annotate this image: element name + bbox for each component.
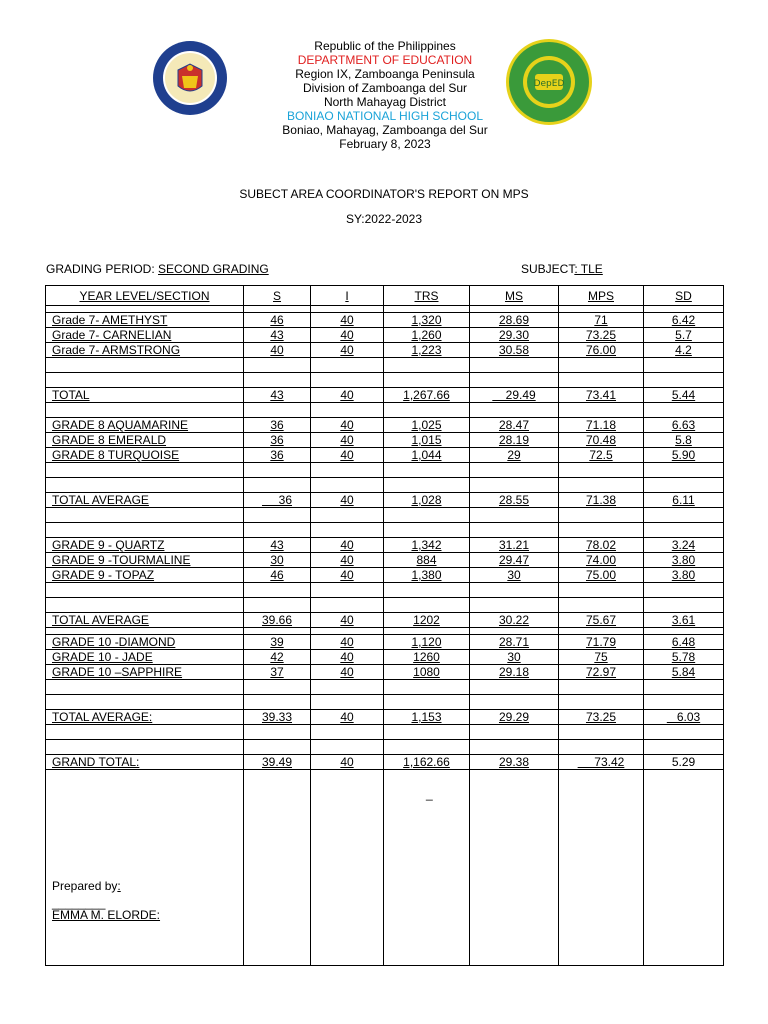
blank-row [46,306,724,313]
cell-i: 40 [311,313,384,328]
blank-row [46,628,724,635]
header-district: North Mahayag District [323,95,447,109]
cell-s: 42 [244,650,311,665]
cell-i: 40 [311,710,384,725]
cell-mps: 76.00 [559,343,644,358]
header-date: February 8, 2023 [339,137,431,151]
cell-sd: 5.90 [644,448,724,463]
cell-section: Grade 7- CARNELIAN [46,328,244,343]
signature-line: ________ [52,896,106,910]
cell-ms: 30 [470,650,559,665]
blank-row [46,583,724,598]
cell-trs: 1202 [384,613,470,628]
cell-trs: 1,267.66 [384,388,470,403]
trs-dash: _ [426,787,433,801]
cell-s: 37 [244,665,311,680]
total-row [46,613,724,628]
cell-i: 40 [311,650,384,665]
cell-i: 40 [311,665,384,680]
cell-mps: 71.38 [559,493,644,508]
blank-row [46,695,724,710]
col-header-trs: TRS [384,286,470,306]
cell-sd: 6.63 [644,418,724,433]
cell-trs: 1,260 [384,328,470,343]
cell-mps: 74.00 [559,553,644,568]
letterhead [200,39,570,151]
cell-trs: 1,380 [384,568,470,583]
cell-s: 36 [244,493,311,508]
header-region: Region IX, Zamboanga Peninsula [295,67,475,81]
cell-s: 36 [244,418,311,433]
cell-section: GRADE 9 - QUARTZ [46,538,244,553]
cell-ms: 29.49 [470,388,559,403]
preparer-name: EMMA M. ELORDE: [52,908,161,922]
table-row [46,448,724,463]
cell-section: TOTAL AVERAGE [46,613,244,628]
cell-trs: 1,342 [384,538,470,553]
table-row [46,568,724,583]
col-header-ms: MS [470,286,559,306]
cell-trs: 1080 [384,665,470,680]
blank-row [46,403,724,418]
blank-row [46,740,724,755]
cell-sd: 3.24 [644,538,724,553]
table-row [46,433,724,448]
blank-row [46,463,724,478]
table-row [46,635,724,650]
blank-row [46,373,724,388]
cell-s: 39 [244,635,311,650]
cell-section: TOTAL AVERAGE [46,493,244,508]
cell-sd: 6.03 [644,710,724,725]
blank-row [46,508,724,523]
cell-i: 40 [311,493,384,508]
cell-s: 39.66 [244,613,311,628]
cell-i: 40 [311,433,384,448]
subject-value: : TLE [574,262,603,276]
table-row [46,328,724,343]
cell-section: GRADE 9 - TOPAZ [46,568,244,583]
total-row [46,388,724,403]
cell-section: GRADE 8 EMERALD [46,433,244,448]
cell-section: GRADE 9 -TOURMALINE [46,553,244,568]
cell-trs: 1,044 [384,448,470,463]
cell-s: 43 [244,328,311,343]
cell-section: GRADE 8 TURQUOISE [46,448,244,463]
cell-s: 39.33 [244,710,311,725]
cell-section: TOTAL [46,388,244,403]
table-row [46,418,724,433]
table-row [46,538,724,553]
cell-trs: 1,320 [384,313,470,328]
cell-section: Grade 7- AMETHYST [46,313,244,328]
cell-sd: 5.8 [644,433,724,448]
cell-ms: 29.30 [470,328,559,343]
cell-i: 40 [311,448,384,463]
cell-i: 40 [311,568,384,583]
cell-ms: 29 [470,448,559,463]
cell-s: 46 [244,313,311,328]
table-row [46,665,724,680]
subject-label: SUBJECT [521,262,575,276]
cell-mps: 71.18 [559,418,644,433]
total-row [46,493,724,508]
cell-trs: 884 [384,553,470,568]
cell-ms: 30.22 [470,613,559,628]
cell-section: GRADE 10 -DIAMOND [46,635,244,650]
cell-mps: 73.41 [559,388,644,403]
cell-s: 40 [244,343,311,358]
cell-trs: 1,120 [384,635,470,650]
cell-trs: 1,162.66 [384,755,470,770]
cell-mps: 71 [559,313,644,328]
table-header-row [46,286,724,306]
cell-trs: 1,015 [384,433,470,448]
cell-ms: 29.29 [470,710,559,725]
grading-period-value: SECOND GRADING [158,262,269,276]
cell-mps: 75.00 [559,568,644,583]
cell-trs: 1260 [384,650,470,665]
col-header-section: YEAR LEVEL/SECTION [46,286,244,306]
blank-row [46,725,724,740]
grading-period [46,262,269,276]
table-row [46,650,724,665]
cell-s: 43 [244,388,311,403]
signature-area-row [46,770,724,966]
cell-sd: 5.84 [644,665,724,680]
cell-i: 40 [311,343,384,358]
cell-sd: 6.42 [644,313,724,328]
cell-section: GRADE 8 AQUAMARINE [46,418,244,433]
cell-section: TOTAL AVERAGE: [46,710,244,725]
blank-row [46,680,724,695]
cell-section: GRADE 10 - JADE [46,650,244,665]
cell-trs: 1,025 [384,418,470,433]
cell-trs: 1,028 [384,493,470,508]
cell-sd: 3.61 [644,613,724,628]
cell-i: 40 [311,388,384,403]
prepared-by-colon: : [117,879,121,893]
cell-i: 40 [311,553,384,568]
table-row [46,343,724,358]
cell-sd: 3.80 [644,553,724,568]
cell-ms: 28.47 [470,418,559,433]
mps-report-table [45,285,724,966]
cell-i: 40 [311,755,384,770]
cell-s: 46 [244,568,311,583]
blank-row [46,598,724,613]
cell-s: 43 [244,538,311,553]
cell-s: 36 [244,448,311,463]
cell-ms: 28.19 [470,433,559,448]
cell-mps: 73.42 [559,755,644,770]
header-school: BONIAO NATIONAL HIGH SCHOOL [286,109,484,123]
blank-row [46,478,724,493]
cell-i: 40 [311,328,384,343]
cell-section: Grade 7- ARMSTRONG [46,343,244,358]
header-division: Division of Zamboanga del Sur [302,81,468,95]
cell-sd: 4.2 [644,343,724,358]
school-badge-text: DepED [533,79,565,89]
cell-sd: 6.11 [644,493,724,508]
prepared-by-label: Prepared by [52,879,118,893]
cell-ms: 29.38 [470,755,559,770]
col-header-sd: SD [644,286,724,306]
cell-trs: 1,223 [384,343,470,358]
prepared-by [52,879,121,893]
cell-mps: 75 [559,650,644,665]
cell-ms: 28.55 [470,493,559,508]
cell-mps: 73.25 [559,710,644,725]
cell-ms: 28.71 [470,635,559,650]
cell-i: 40 [311,538,384,553]
col-header-i: I [311,286,384,306]
cell-ms: 30.58 [470,343,559,358]
blank-row [46,358,724,373]
col-header-s: S [244,286,311,306]
cell-mps: 72.5 [559,448,644,463]
cell-i: 40 [311,613,384,628]
cell-mps: 71.79 [559,635,644,650]
cell-mps: 78.02 [559,538,644,553]
header-republic: Republic of the Philippines [314,39,456,53]
cell-s: 30 [244,553,311,568]
cell-trs: 1,153 [384,710,470,725]
grand-total-row [46,755,724,770]
cell-sd: 5.78 [644,650,724,665]
cell-sd: 6.48 [644,635,724,650]
cell-sd: 3.80 [644,568,724,583]
cell-mps: 75.67 [559,613,644,628]
cell-sd: 5.7 [644,328,724,343]
col-header-mps: MPS [559,286,644,306]
table-row [46,313,724,328]
report-title: SUBECT AREA COORDINATOR'S REPORT ON MPS [239,187,529,201]
cell-ms: 31.21 [470,538,559,553]
cell-sd: 5.29 [644,755,724,770]
cell-s: 36 [244,433,311,448]
cell-s: 39.49 [244,755,311,770]
header-address: Boniao, Mahayag, Zamboanga del Sur [282,123,488,137]
cell-ms: 28.69 [470,313,559,328]
cell-ms: 30 [470,568,559,583]
cell-section: GRAND TOTAL: [46,755,244,770]
cell-section: GRADE 10 –SAPPHIRE [46,665,244,680]
cell-mps: 72.97 [559,665,644,680]
cell-ms: 29.18 [470,665,559,680]
cell-mps: 70.48 [559,433,644,448]
cell-i: 40 [311,635,384,650]
cell-sd: 5.44 [644,388,724,403]
table-row [46,553,724,568]
total-row [46,710,724,725]
blank-row [46,523,724,538]
cell-ms: 29.47 [470,553,559,568]
grading-period-label: GRADING PERIOD: [46,262,159,276]
cell-i: 40 [311,418,384,433]
header-department: DEPARTMENT OF EDUCATION [297,53,473,67]
school-year: SY:2022-2023 [345,212,423,226]
cell-mps: 73.25 [559,328,644,343]
subject [521,262,603,276]
